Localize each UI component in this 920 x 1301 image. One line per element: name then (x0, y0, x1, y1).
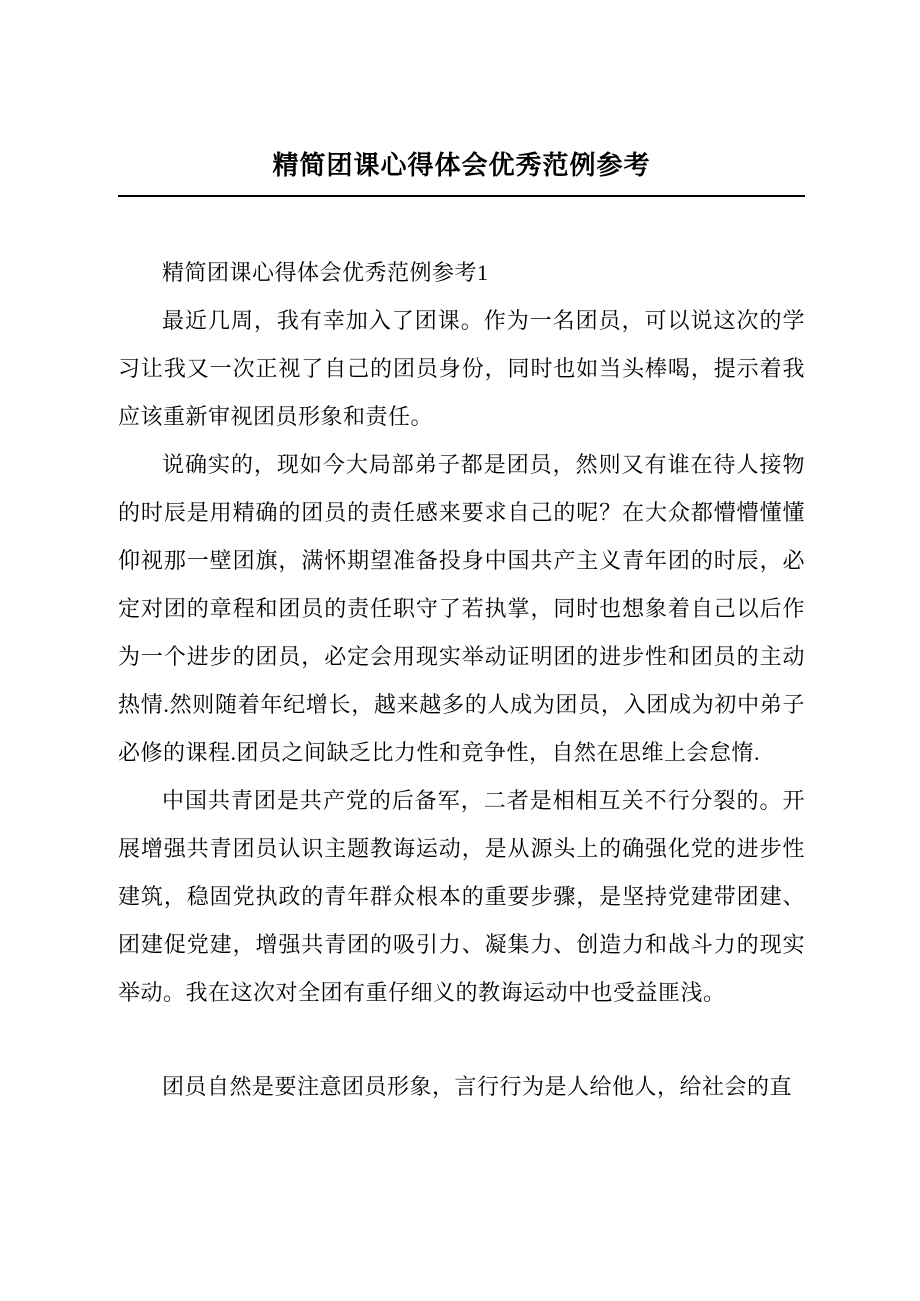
paragraph: 中国共青团是共产党的后备军，二者是相相互关不行分裂的。开展增强共青团员认识主题教诲运动，是从源头上的确强化党的进步性建筑，稳固党执政的青年群众根本的重要步骤，是坚持党建带团建、团建促党建，增强共青团的吸引力、凝集力、创造力和战斗力的现实举动。我在这次对全团有重仔细义的教诲运动中也受益匪浅。 (118, 788, 805, 1006)
paragraph: 说确实的，现如今大局部弟子都是团员，然则又有谁在待人接物的时辰是用精确的团员的责任感来要求自己的呢？在大众都懵懵懂懂仰视那一壁团旗，满怀期望准备投身中国共产主义青年团的时辰，必定对团的章程和团员的责任职守了若执掌，同时也想象着自己以后作为一个进步的团员，必定会用现实举动证明团的进步性和团员的主动热情.然则随着年纪增长，越来越多的人成为团员，入团成为初中弟子必修的课程.团员之间缺乏比力性和竞争性，自然在思维上会怠惰. (118, 452, 805, 766)
paragraph: 团员自然是要注意团员形象，言行行为是人给他人，给社会的直 (162, 1074, 793, 1100)
document-title: 精简团课心得体会优秀范例参考 (272, 151, 651, 180)
paragraph-heading: 精简团课心得体会优秀范例参考1 (162, 260, 489, 286)
paragraph: 最近几周，我有幸加入了团课。作为一名团员，可以说这次的学习让我又一次正视了自己的团员身份，同时也如当头棒喝，提示着我应该重新审视团员形象和责任。 (118, 308, 805, 430)
document-body (118, 249, 805, 1111)
title-block (118, 150, 805, 197)
